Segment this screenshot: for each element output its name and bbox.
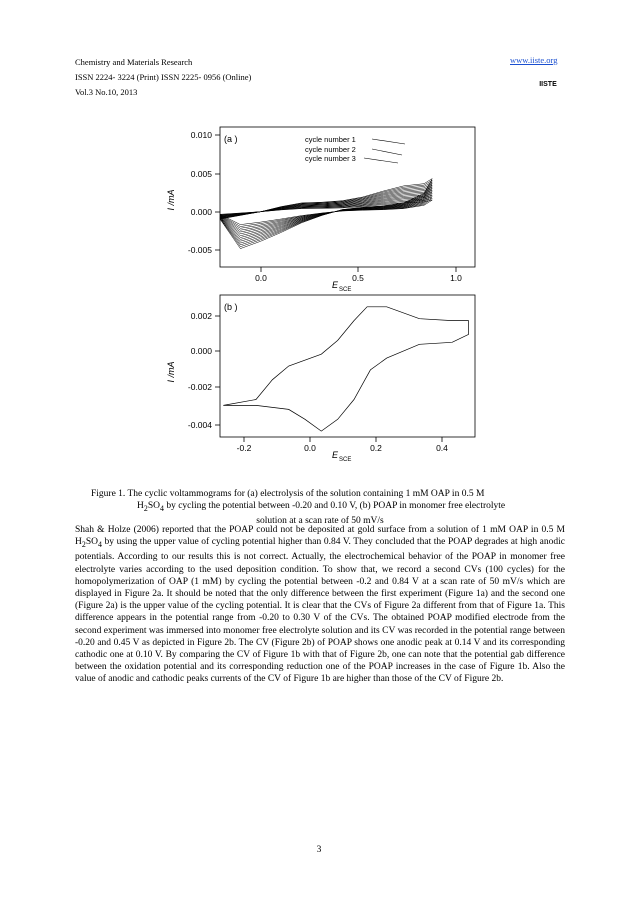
figure-svg — [160, 122, 480, 467]
caption-line-3: solution at a scan rate of 50 mV/s — [256, 515, 384, 526]
panel-a-xticks — [261, 267, 456, 272]
xtick-label-a-2: 0.5 — [352, 273, 364, 283]
ytick-label-a-4: -0.005 — [187, 245, 212, 255]
journal-name: Chemistry and Materials Research — [75, 57, 193, 67]
panel-b-yticks — [215, 316, 220, 425]
ytick-label-a-3: 0.000 — [190, 207, 212, 217]
ytick-label-b-2: 0.000 — [190, 346, 212, 356]
caption-line-2-rest: by cycling the potential between -0.20 and 0.10 V, (b) POAP in monomer free electrolyte — [163, 501, 506, 511]
xlabel-a-sub: SCE — [339, 287, 352, 293]
caption-sub-4: 4 — [159, 503, 164, 513]
cv-curve-b-1 — [223, 307, 468, 431]
figure-cv — [160, 122, 480, 467]
body-part-3: by using the upper value of cycling potential higher than 0.84 V. They concluded that the POAP degrades at high anodic potentials. According to our results this is not correct. Actually, the electrochemical behavior of the POAP in monomer free electrolyte varies according to the used deposition condition. To show that, we record a second CVs (100 cycles) for the homopolymerization of OAP (1 mM) by cycling the potential between -0.2 and 0.84 V at a scan rate of 50 mV/s which are displayed in Figure 2a. It should be noted that the only difference between the first experiment (Figure 1a) and the second one (Figure 2a) is the upper value of the cycling potential. It is clear that the CVs of Figure 2a different from that of Figure 1a. This difference appears in the potential range from -0.20 to 0.30 V of the CVs. The obtained POAP modified electrode from the second experiment was immersed into monomer free electrolyte solution and its CV was recorded in the potential range between -0.20 and 0.45 V as depicted in Figure 2b. The CV (Figure 2b) of POAP shows one anodic peak at 0.14 V and its corresponding cathodic one at 0.10 V. By comparing the CV of Figure 1b with that of Figure 2b, one can note that the potential gab difference between the oxidation potential and its corresponding reduction one of the POAP increases in the case of Figure 1b. Also the value of anodic and cathodic peaks currents of the CV of Figure 1b are higher than those of the CV of Figure 2b. — [75, 537, 565, 685]
panel-b-frame — [220, 295, 475, 437]
xtick-label-a-1: 0.0 — [255, 273, 267, 283]
logo-text: IISTE — [539, 81, 557, 88]
xtick-label-b-1: -0.2 — [236, 443, 252, 453]
journal-header — [75, 55, 251, 100]
caption-line-1: Figure 1. The cyclic voltammograms for (a) electrolysis of the solution containing 1 mM OAP in 0.5 M — [91, 489, 485, 499]
annotation-cycle-2: cycle number 2 — [305, 145, 356, 154]
panel-b-label: (b ) — [224, 302, 238, 312]
ytick-label-a-2: 0.005 — [190, 169, 212, 179]
panel-a — [166, 127, 475, 293]
annotation-cycle-1: cycle number 1 — [305, 135, 356, 144]
caption-h: H — [137, 501, 144, 511]
journal-issn: ISSN 2224- 3224 (Print) ISSN 2225- 0956 (Online) — [75, 72, 252, 82]
body-sub-4: 4 — [97, 540, 102, 550]
panel-b-xticks — [244, 437, 442, 442]
page-number: 3 — [316, 845, 322, 855]
ytick-label-b-4: -0.004 — [187, 420, 212, 430]
annotation-cycle-3: cycle number 3 — [305, 154, 356, 163]
figure-caption — [75, 488, 565, 527]
body-part-1: Shah & Holze (2006) reported that the POAP could not be deposited at gold surface from a solution of 1 mM OAP in 0.5 M H — [75, 525, 565, 548]
body-part-2: SO — [85, 537, 98, 548]
xlabel-b: E — [332, 450, 339, 460]
xlabel-b-sub: SCE — [339, 457, 352, 463]
body-paragraph — [75, 524, 565, 686]
ytick-label-b-3: -0.002 — [187, 382, 212, 392]
xtick-label-b-3: 0.2 — [370, 443, 382, 453]
arrow-cycle-1 — [372, 139, 405, 144]
caption-so: SO — [147, 501, 160, 511]
panel-a-yticks — [215, 135, 220, 250]
panel-a-curves — [220, 179, 432, 249]
annotation-arrows — [364, 139, 405, 163]
ylabel-b: I /mA — [166, 361, 176, 383]
ylabel-a: I /mA — [166, 189, 176, 211]
panel-b-curves — [223, 307, 468, 431]
ytick-label-a-1: 0.010 — [190, 130, 212, 140]
xtick-label-b-2: 0.0 — [304, 443, 316, 453]
panel-a-label: (a ) — [224, 134, 238, 144]
arrow-cycle-2 — [372, 149, 402, 155]
xtick-label-b-4: 0.4 — [436, 443, 448, 453]
xlabel-a: E — [332, 280, 339, 290]
panel-b — [166, 295, 475, 463]
journal-volume: Vol.3 No.10, 2013 — [75, 87, 138, 97]
iiste-logo — [536, 70, 560, 90]
arrow-cycle-3 — [364, 158, 398, 163]
caption-line-2 — [75, 500, 565, 515]
xtick-label-a-3: 1.0 — [450, 273, 462, 283]
caption-sub-2: 2 — [143, 503, 148, 513]
ytick-label-b-1: 0.002 — [190, 311, 212, 321]
body-sub-2: 2 — [81, 540, 86, 550]
journal-url-link[interactable]: www.iiste.org — [510, 55, 558, 65]
